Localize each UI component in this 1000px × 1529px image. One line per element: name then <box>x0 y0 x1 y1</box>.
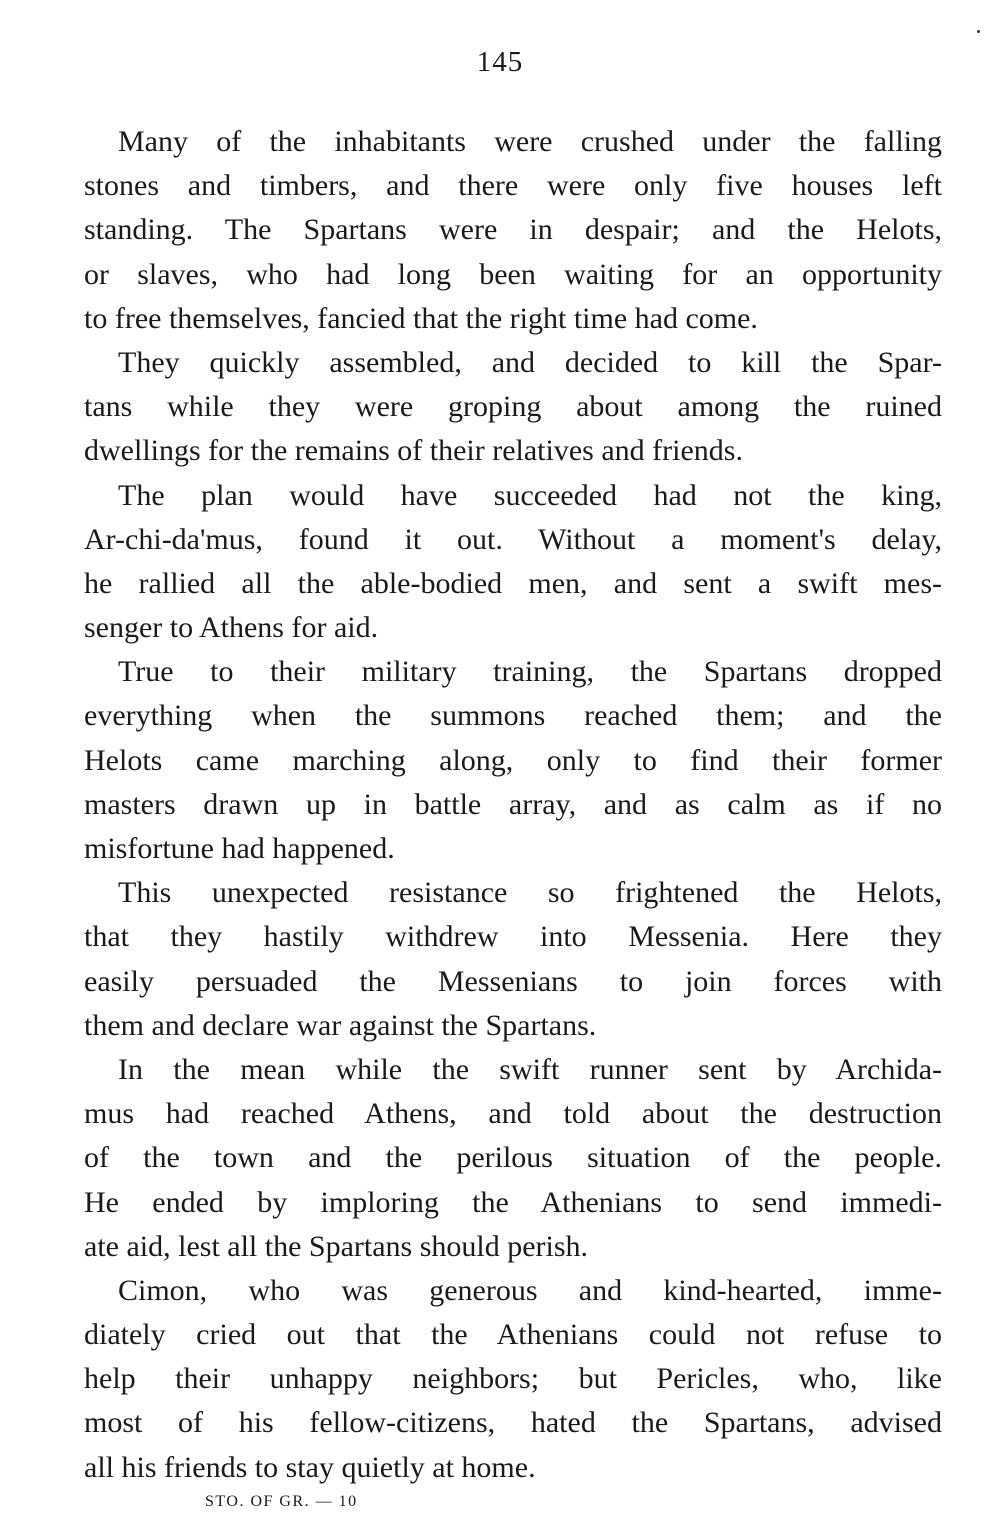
paragraph-4-line-3: Helots came marching along, only to find their former <box>84 743 942 777</box>
paragraph-6-line-3: of the town and the perilous situation of the people. <box>84 1141 942 1175</box>
signature-mark: STO. OF GR. — 10 <box>205 1493 358 1510</box>
paragraph-5-line-2: that they hastily withdrew into Messenia. Here they <box>84 920 942 954</box>
paragraph-3-line-3: he rallied all the able-bodied men, and sent a swift mes- <box>84 566 942 600</box>
paragraph-3-line-4: senger to Athens for aid. <box>84 611 379 645</box>
paragraph-3-line-1: The plan would have succeeded had not the king, <box>118 478 942 512</box>
paragraph-7-line-2: diately cried out that the Athenians could not refuse to <box>84 1318 942 1352</box>
paragraph-1-line-2: stones and timbers, and there were only five houses left <box>84 169 942 203</box>
paragraph-7-line-3: help their unhappy neighbors; but Pericles, who, like <box>84 1362 942 1396</box>
paragraph-6-line-4: He ended by imploring the Athenians to send immedi- <box>84 1185 942 1219</box>
paragraph-1-line-5: to free themselves, fancied that the right time had come. <box>84 301 758 335</box>
paragraph-4-line-1: True to their military training, the Spartans dropped <box>118 655 942 689</box>
paragraph-2-line-2: tans while they were groping about among the ruined <box>84 390 942 424</box>
paragraph-1-line-1: Many of the inhabitants were crushed under the falling <box>118 125 942 158</box>
paragraph-5-line-4: them and declare war against the Spartans. <box>84 1008 597 1042</box>
print-speck <box>977 30 980 33</box>
paragraph-4-line-4: masters drawn up in battle array, and as calm as if no <box>84 787 942 821</box>
paragraph-1-line-4: or slaves, who had long been waiting for an opportunity <box>84 257 942 291</box>
body-text <box>84 120 942 1490</box>
paragraph-7-line-1: Cimon, who was generous and kind-hearted, imme- <box>118 1273 942 1307</box>
paragraph-5-line-1: This unexpected resistance so frightened the Helots, <box>118 876 942 910</box>
paragraph-7-line-4: most of his fellow-citizens, hated the Spartans, advised <box>84 1406 942 1440</box>
paragraph-6-line-2: mus had reached Athens, and told about the destruction <box>84 1097 942 1131</box>
page-number: 145 <box>476 46 524 78</box>
paragraph-7-line-5: all his friends to stay quietly at home. <box>84 1450 536 1484</box>
paragraph-6-line-5: ate aid, lest all the Spartans should perish. <box>84 1229 589 1263</box>
paragraph-1-line-3: standing. The Spartans were in despair; and the Helots, <box>84 213 942 247</box>
paragraph-4-line-2: everything when the summons reached them; and the <box>84 699 942 733</box>
paragraph-5-line-3: easily persuaded the Messenians to join forces with <box>84 964 942 998</box>
paragraph-2-line-3: dwellings for the remains of their relatives and friends. <box>84 434 743 468</box>
paragraph-3-line-2: Ar-chi-da'mus, found it out. Without a moment's delay, <box>84 522 942 556</box>
paragraph-4-line-5: misfortune had happened. <box>84 832 395 865</box>
paragraph-6-line-1: In the mean while the swift runner sent by Archida- <box>118 1052 942 1086</box>
paragraph-2-line-1: They quickly assembled, and decided to kill the Spar- <box>118 345 942 379</box>
